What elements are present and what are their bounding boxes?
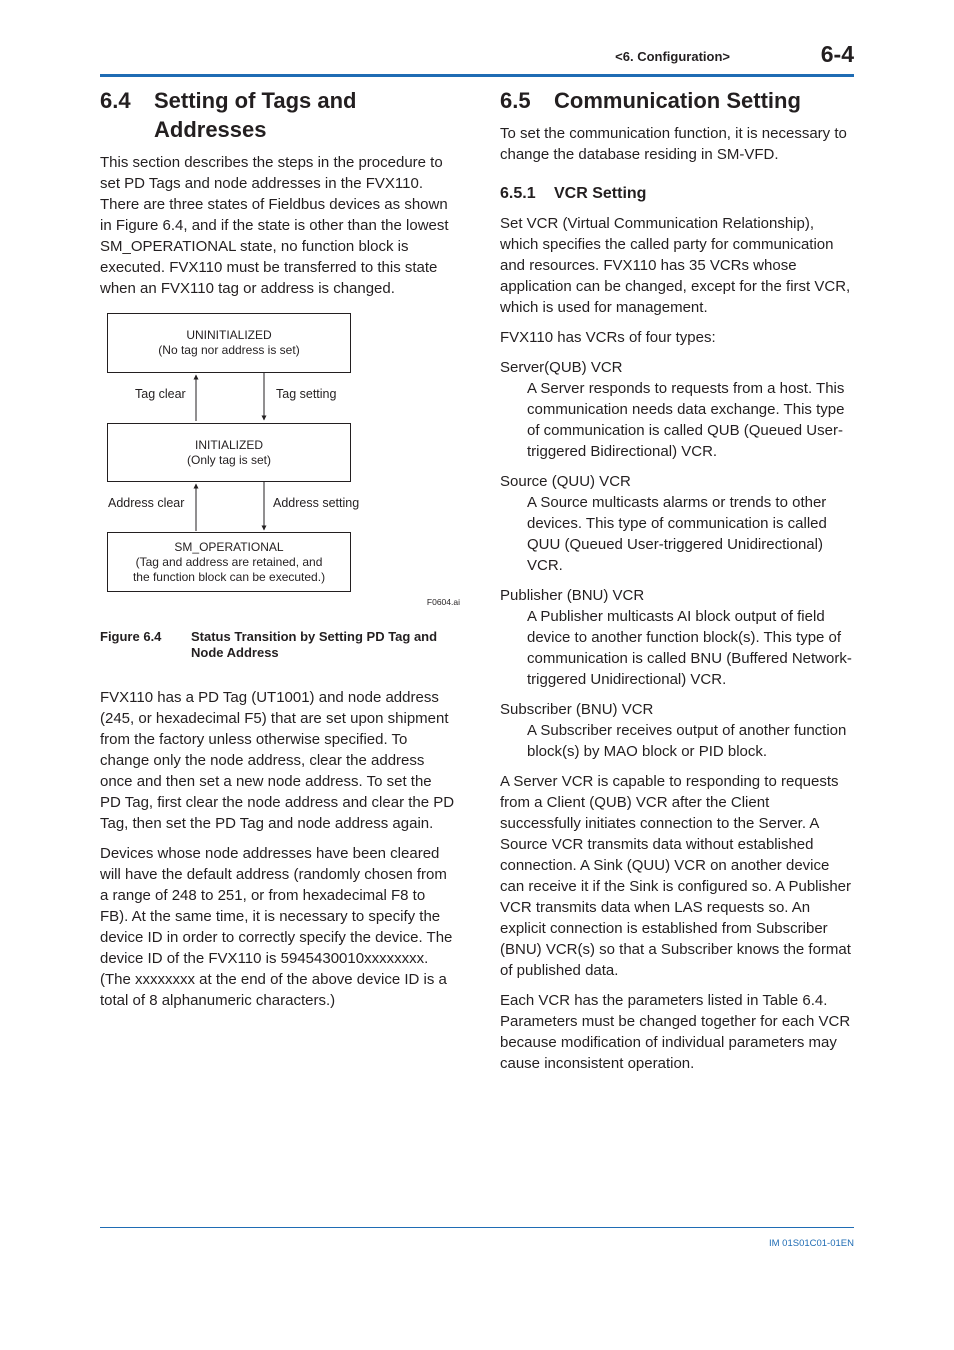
pd-tag-paragraph: FVX110 has a PD Tag (UT1001) and node address (245, or hexadecimal F5) that are set upon shipment from the factory unless otherwise specified. To change only the node address, clear the address once and then set a new node address. To set the PD Tag, first clear the node address and clear the PD Tag, then set the PD Tag and node address again.: [100, 689, 455, 832]
section-number: 6.4: [100, 88, 131, 113]
document-id: IM 01S01C01-01EN: [768, 1238, 854, 1249]
section-heading-6-5: [500, 86, 854, 115]
vcr-type-term: Subscriber (BNU) VCR: [500, 701, 654, 718]
section-heading-6-4: [100, 86, 456, 144]
address-clear-label: Address clear: [108, 496, 185, 510]
figure-title: Status Transition by Setting PD Tag and Node Address: [191, 629, 438, 660]
figure-file-label: F0604.ai: [426, 597, 460, 607]
vcr-type-description: A Publisher multicasts AI block output of field device to another function block(s). This type of communication is called BNU (Buffered Network-triggered Unidirectional) VCR.: [527, 608, 852, 688]
subsection-title: VCR Setting: [554, 185, 647, 202]
vcr-type-description: A Source multicasts alarms or trends to other devices. This type of communication is called QUU (Queued User-triggered Unidirectional) VCR.: [527, 494, 827, 574]
state-name: SM_OPERATIONAL: [174, 539, 284, 554]
subsection-number: 6.5.1: [500, 185, 536, 202]
state-description: (Tag and address are retained, and: [135, 554, 323, 569]
state-transition-diagram: [100, 313, 460, 611]
vcr-parameters-paragraph: Each VCR has the parameters listed in Table 6.4. Parameters must be changed together for each VCR because modification of individual parameters may cause inconsistent operation.: [500, 992, 851, 1072]
state-name: INITIALIZED: [194, 437, 263, 452]
vcr-type-term: Publisher (BNU) VCR: [500, 587, 645, 604]
figure-label: Figure 6.4: [100, 629, 162, 644]
left-column: [100, 86, 460, 1020]
state-name: UNINITIALIZED: [186, 328, 272, 342]
intro-paragraph: This section describes the steps in the procedure to set PD Tags and node addresses in the FVX110. There are three states of Fieldbus devices as shown in Figure 6.4, and if the state is other than the lowest SM_OPERATIONAL state, no function block is executed. FVX110 must be transferred to this state when an FVX110 tag or address is changed.: [100, 154, 449, 297]
vcr-paragraph: Set VCR (Virtual Communication Relationship), which specifies the called party for communication and resources. FVX110 has 35 VCRs whose application can be changed, except for the first VCR, which is used for management.: [500, 215, 851, 316]
tag-clear-label: Tag clear: [135, 387, 186, 401]
state-description: (Only tag is set): [186, 452, 272, 467]
vcr-type-description: A Server responds to requests from a host. This communication needs data exchange. This type of communication is called QUB (Queued User-triggered Bidirectional) VCR.: [527, 380, 845, 460]
header-rule: [100, 74, 854, 77]
state-initialized: [107, 423, 351, 482]
vcr-type-term: Server(QUB) VCR: [500, 359, 623, 376]
address-setting-label: Address setting: [273, 496, 360, 510]
vcr-type-publisher: [500, 585, 854, 690]
tag-setting-label: Tag setting: [276, 387, 337, 401]
device-id-paragraph: Devices whose node addresses have been cleared will have the default address (randomly chosen from a range of 248 to 251, or from hexadecimal F8 to FB). At the same time, it is necessary to specify the device ID in order to correctly specify the device. The device ID of the FVX110 is 5945430010xxxxxxxx. (The xxxxxxxx at the end of the above device ID is a total of 8 alphanumeric characters.): [100, 845, 453, 1009]
section-title: Setting of Tags and Addresses: [154, 88, 357, 142]
state-uninitialized: [107, 313, 351, 373]
state-sm-operational: [107, 532, 351, 592]
section-number: 6.5: [500, 88, 531, 113]
footer-rule: [100, 1227, 854, 1228]
section-title: Communication Setting: [554, 88, 801, 113]
header-section: <6. Configuration>: [615, 49, 730, 64]
state-description: the function block can be executed.): [132, 569, 326, 584]
right-column: [500, 86, 854, 1083]
page-number: 6-4: [820, 41, 854, 67]
vcr-type-server: [500, 357, 854, 462]
state-description: (No tag nor address is set): [158, 343, 300, 357]
vcr-type-description: A Subscriber receives output of another function block(s) by MAO block or PID block.: [527, 722, 847, 760]
vcr-type-term: Source (QUU) VCR: [500, 473, 631, 490]
intro-paragraph: To set the communication function, it is necessary to change the database residing in SM-VFD.: [500, 125, 847, 163]
vcr-type-source: [500, 471, 854, 576]
figure-caption: [100, 629, 456, 661]
vcr-type-subscriber: [500, 699, 854, 762]
vcr-behavior-paragraph: A Server VCR is capable to responding to requests from a Client (QUB) VCR after the Client successfully initiates connection to the Server. A Source VCR transmits data without established connection. A Sink (QUU) VCR on another device can receive it if the Sink is configured so. A Publisher VCR transmits data when LAS requests so. An explicit connection is established from Subscriber (BNU) VCR(s) so that a Subscriber knows the format of published data.: [500, 773, 852, 979]
subsection-heading-6-5-1: [500, 183, 854, 204]
vcr-types-intro: FVX110 has VCRs of four types:: [500, 329, 716, 346]
